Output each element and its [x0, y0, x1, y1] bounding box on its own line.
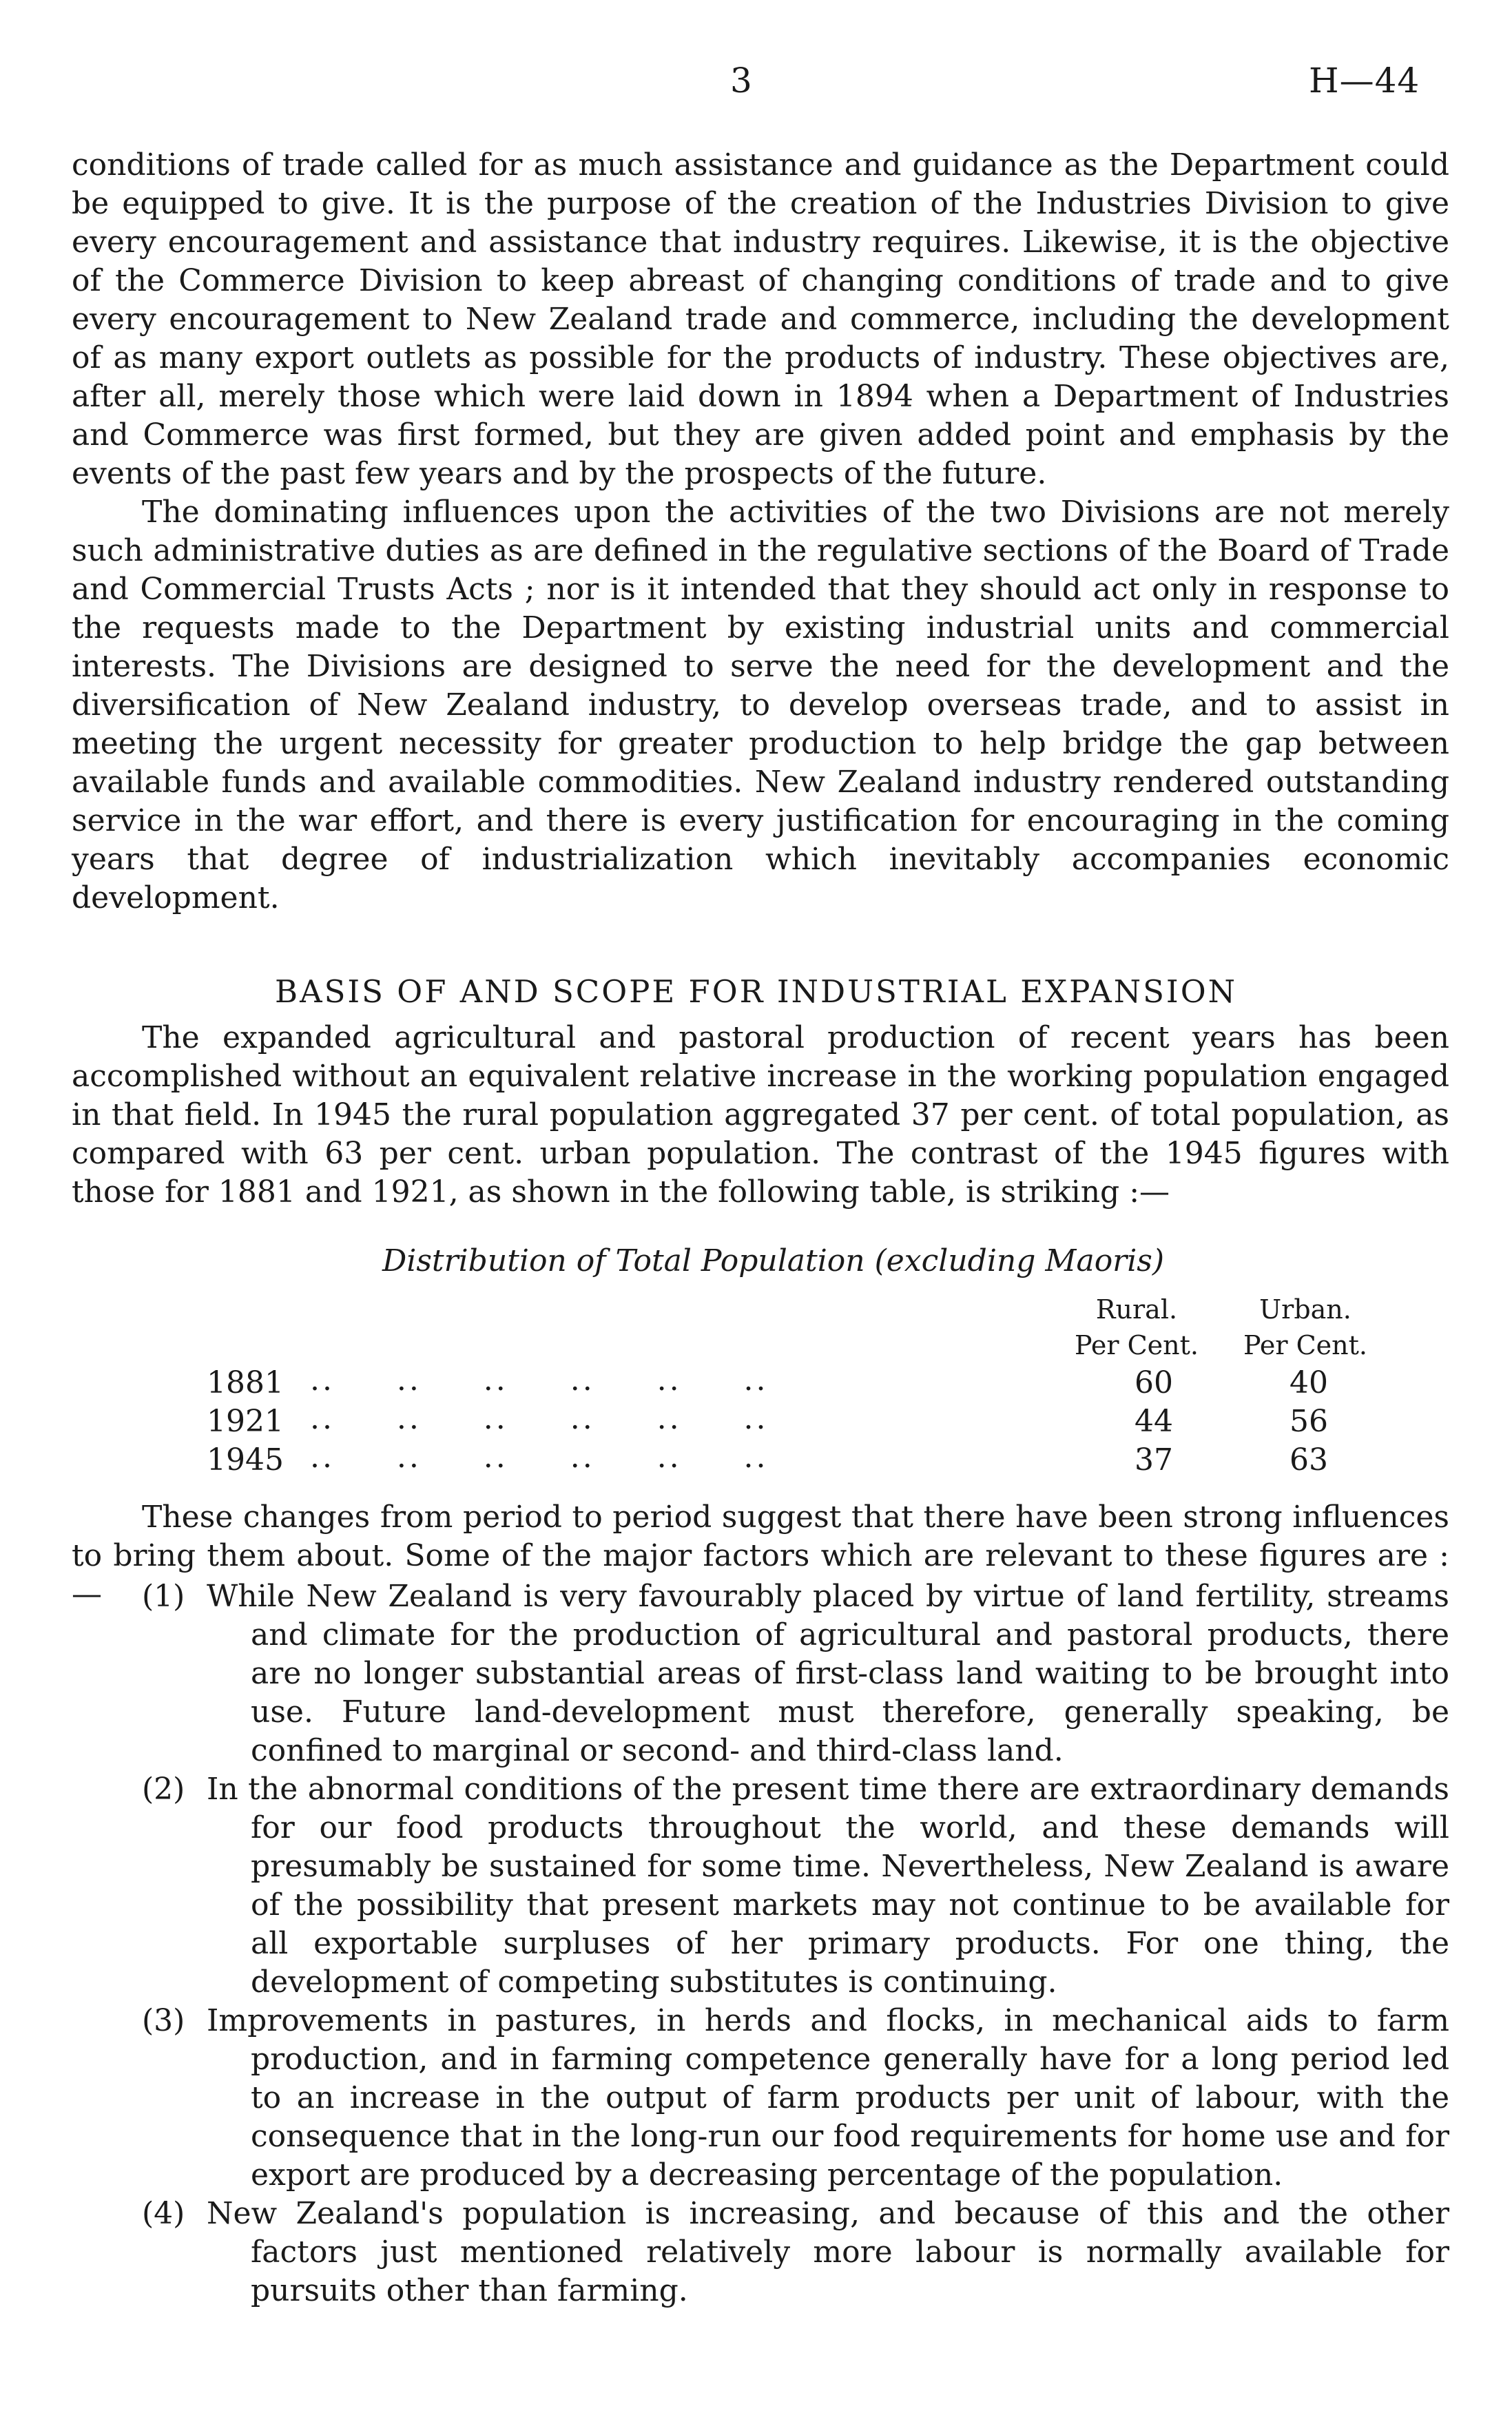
section-heading: BASIS OF AND SCOPE FOR INDUSTRIAL EXPANSION — [275, 973, 1237, 1010]
dot-leader: .. .. .. .. .. .. — [310, 1440, 769, 1475]
column-header-urban — [1236, 1292, 1374, 1363]
page-number: 3 — [730, 61, 754, 101]
table-row — [207, 1362, 1378, 1404]
factor-item-1 — [142, 1577, 1449, 1770]
dot-leader: .. .. .. .. .. .. — [310, 1362, 769, 1398]
column-header-urban-title: Urban. — [1259, 1294, 1352, 1325]
document-code: H—44 — [1309, 61, 1420, 101]
factor-item-4 — [142, 2195, 1449, 2310]
row-rural-value: 44 — [1135, 1404, 1173, 1439]
row-urban-value: 56 — [1290, 1404, 1328, 1439]
factor-text: While New Zealand is very favourably placed by virtue of land fertility, streams and climate for the production of agricultural and pastoral products, there are no longer substantial areas of first-class land waiting to be brought into use. Future land-development must therefore, generally speaking, be confined to marginal or second- and third-class land. — [207, 1579, 1449, 1768]
factor-item-3 — [142, 2002, 1449, 2195]
dot-leader: .. .. .. .. .. .. — [310, 1401, 769, 1436]
table-row — [207, 1442, 1378, 1481]
column-header-rural-title: Rural. — [1095, 1294, 1178, 1325]
paragraph-changes: These changes from period to period suggest that there have been strong influences to bring them about. Some of the major factors which are relevant to these figures are :— — [72, 1500, 1449, 1612]
table-caption: Distribution of Total Population (excluding Maoris) — [382, 1243, 1165, 1278]
table-row — [207, 1401, 1378, 1442]
factor-number: (4) — [142, 2196, 185, 2231]
row-urban-value: 63 — [1290, 1442, 1328, 1478]
factor-number: (1) — [142, 1579, 185, 1614]
column-header-rural-unit: Per Cent. — [1075, 1330, 1199, 1360]
factor-item-2 — [142, 1770, 1449, 2002]
row-year: 1945 — [207, 1442, 284, 1478]
paragraph-continuation: conditions of trade called for as much assistance and guidance as the Department could be equipped to give. It is the purpose of the creation of the Industries Division to give every encouragement and assistance that industry requires. Likewise, it is the objective of the Commerce Division to keep abreast of changing conditions of trade and to give every encouragement to New Zealand trade and commerce, including the development of as many export outlets as possible for the products of industry. These objectives are, after all, merely those which were laid down in 1894 when a Department of Industries and Commerce was first formed, but they are given added point and emphasis by the events of the past few years and by the prospects of the future. — [72, 147, 1449, 491]
factor-number: (2) — [142, 1772, 185, 1807]
row-year: 1921 — [207, 1404, 284, 1439]
row-urban-value: 40 — [1290, 1365, 1328, 1400]
factor-text: Improvements in pastures, in herds and flocks, in mechanical aids to farm production, and in farming competence generally have for a long period led to an increase in the output of farm products per unit of labour, with the consequence that in the long-run our food requirements for home use and for export are produced by a decreasing percentage of the population. — [207, 2003, 1449, 2193]
factor-text: In the abnormal conditions of the present time there are extraordinary demands for our food products throughout the world, and these demands will presumably be sustained for some time. Nevertheless, New Zealand is aware of the possibility that present markets may not continue to be available for all exportable surpluses of her primary products. For one thing, the development of competing substitutes is continuing. — [207, 1772, 1449, 2000]
paragraph-expansion: The expanded agricultural and pastoral production of recent years has been accomplished without an equivalent relative increase in the working population engaged in that field. In 1945 the rural population aggregated 37 per cent. of total population, as compared with 63 per cent. urban population. The contrast of the 1945 figures with those for 1881 and 1921, as shown in the following table, is striking :— — [72, 1020, 1449, 1210]
paragraph-divisions: The dominating influences upon the activities of the two Divisions are not merely such administrative duties as are defined in the regulative sections of the Board of Trade and Commercial Trusts Acts ; nor is it intended that they should act only in response to the requests made to the Department by existing industrial units and commercial interests. The Divisions are designed to serve the need for the development and the diversification of New Zealand industry, to develop overseas trade, and to assist in meeting the urgent necessity for greater production to help bridge the gap between available funds and available commodities. New Zealand industry rendered outstanding service in the war effort, and there is every justification for encouraging in the coming years that degree of industrialization which inevitably accompanies economic development. — [72, 495, 1449, 915]
factor-text: New Zealand's population is increasing, and because of this and the other factors just mentioned relatively more labour is normally available for pursuits other than farming. — [207, 2196, 1449, 2308]
row-rural-value: 37 — [1135, 1442, 1173, 1478]
row-year: 1881 — [207, 1365, 284, 1400]
column-header-rural — [1071, 1292, 1202, 1363]
row-rural-value: 60 — [1135, 1365, 1173, 1400]
column-header-urban-unit: Per Cent. — [1243, 1330, 1367, 1360]
factor-number: (3) — [142, 2003, 185, 2038]
